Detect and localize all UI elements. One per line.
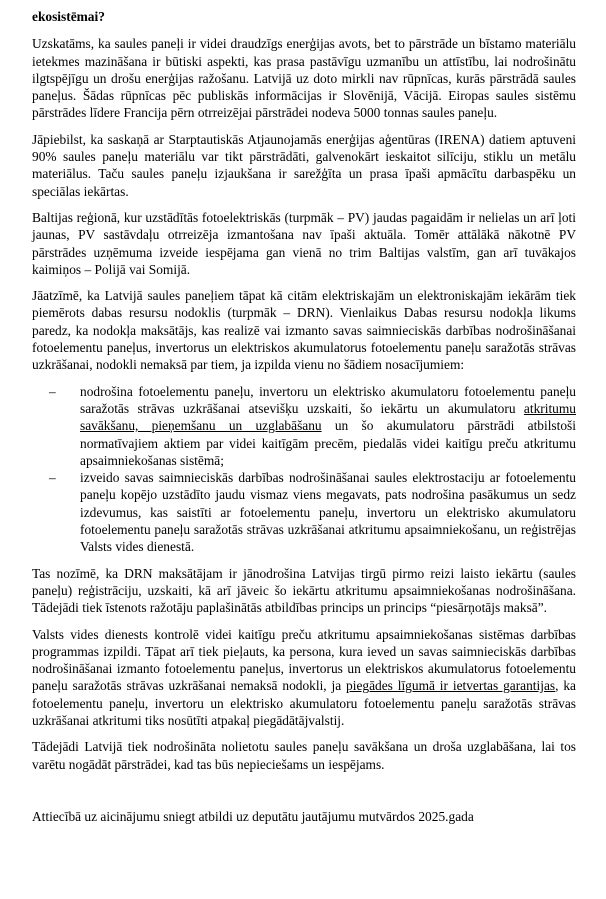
- dash-bullet: –: [49, 470, 56, 486]
- list-item: [32, 383, 576, 469]
- paragraph-state-environment-service: [32, 626, 576, 730]
- paragraph-conclusion: Tādejādi Latvijā tiek nodrošināta nolietotu saules paneļu savākšana un droša uzglabāšana, lai tos varētu nogādāt pārstrādei, kad tas būs nepieciešams un iespējams.: [32, 739, 576, 772]
- spacer: [32, 782, 576, 808]
- paragraph-baltic-region: Baltijas reģionā, kur uzstādītās fotoelektriskās (turpmāk – PV) jaudas pagaidām ir nelielas un arī ļoti jaunas, PV sastāvdaļu otrreizēja izmantošana nav īpaši aktuāla. Tomēr attālākā nākotnē PV pārstrādes uzņēmuma izveide iespējama gan vienā no trim Baltijas valstīm, gan arī tuvākajos kaimiņos – Polijā vai Somijā.: [32, 209, 576, 277]
- paragraph-producer-responsibility: Tas nozīmē, ka DRN maksātājam ir jānodrošina Latvijas tirgū pirmo reizi laisto iekārtu (saules paneļu) reģistrāciju, uzskaiti, kā arī jāveic šo iekārtu atkritumu apsaimniekošanas nodrošināšana. Tādejādi tiek īstenots ražotāju paplašinātās atbildības princips un princips “piesārņotājs maksā”.: [32, 565, 576, 616]
- underlined-text: piegādes līgumā ir ietvertas garantijas: [346, 678, 556, 694]
- list-item-text: nodrošina fotoelementu paneļu, invertoru un elektrisko akumulatoru fotoelementu paneļu saražotās strāvas uzkrāšanai atsevišķu uzskaiti, šo iekārtu un akumulatoru: [80, 383, 576, 416]
- section-heading: ekosistēmai?: [32, 9, 105, 24]
- underlined-text: atkritumu savākšanu, pieņemšanu un uzglabāšanu: [80, 400, 576, 434]
- paragraph-text: , ka fotoelementu paneļu, invertoru un elektrisko akumulatoru fotoelementu paneļu saražotās strāvas uzkrāšanai atkritumi tiks nosūtīti atpakaļ piegādātājvalstij.: [32, 678, 576, 728]
- list-item-text: un šo akumulatoru pārstrādi atbilstoši normatīvajiem aktiem par videi kaitīgām precēm, piedalās videi kaitīgu preču atkritumu apsaimniekošanas sistēmā;: [80, 418, 576, 468]
- paragraph-drn-tax: Jāatzīmē, ka Latvijā saules paneļiem tāpat kā citām elektriskajām un elektroniskajām iekārām tiek piemērots dabas resursu nodoklis (turpmāk – DRN). Vienlaikus Dabas resursu nodokļa likums paredz, ka nodokļa maksātājs, kas realizē vai izmanto savas saimnieciskās darbības nodrošināšanai fotoelementu paneļus, invertorus un elektriskos akumulatorus fotoelementu paneļu saražotās strāvas uzkrāšanai, nodokli nemaksā par tiem, ja izpilda vienu no šādiem nosacījumiem:: [32, 288, 576, 373]
- paragraph-irena: Jāpiebilst, ka saskaņā ar Starptautiskās Atjaunojamās enerģijas aģentūras (IRENA) datiem aptuveni 90% saules paneļu materiālu var tikt pārstrādāti, galvenokārt ieskaitot silīciju, stiklu un metālu materiālus. Taču saules paneļu izjaukšana ir sarežģīta un prasa īpaši apmācītu darbaspēku un speciālas iekārtas.: [32, 131, 576, 199]
- list-item: [32, 469, 576, 555]
- dash-bullet: –: [49, 383, 56, 399]
- document-page: [32, 8, 576, 834]
- paragraph-closing: Attiecībā uz aicinājumu sniegt atbildi uz deputātu jautājumu mutvārdos 2025.gada: [32, 808, 474, 824]
- list-item-text: izveido savas saimnieciskās darbības nodrošināšanai saules elektrostaciju ar fotoelementu paneļu kopējo uzstādīto jaudu vismaz viens megavats, pats nodrošina pasākumus un sedz izdevumus, kas saistīti ar fotoelementu paneļu, invertoru un elektrisko akumulatoru fotoelementu paneļu saražotās strāvas uzkrāšanai atkritumu apsaimniekošanu, un reģistrējas Valsts vides dienestā.: [80, 470, 576, 555]
- paragraph-text: Valsts vides dienests kontrolē videi kaitīgu preču atkritumu apsaimniekošanas sistēmas darbības programmas izpildi. Tāpat arī tiek pieļauts, ka persona, kura ieved un savas saimnieciskās darbības nodrošināšanai izmanto fotoelementu paneļus, invertorus un elektriskos akumulatorus fotoelementu paneļu saražotās strāvas uzkrāšanai nemaksā nodokli, ja: [32, 626, 576, 694]
- paragraph-recycling-overview: Uzskatāms, ka saules paneļi ir videi draudzīgs enerģijas avots, bet to pārstrāde un bīstamo materiālu ietekmes mazināšana ir būtiski aspekti, kas prasa pastāvīgu uzmanību un attīstību, lai nodrošinātu ilgtspējīgu un drošu enerģijas ražošanu. Latvijā uz doto mirkli nav rūpnīcas, kurās pārstrādā saules paneļus. Šādas rūpnīcas pēc publiskās informācijas ir Slovēnijā, Vācijā. Eiropas saules sistēmu pārstrādes līdere Francija pērn otrreizējai pārstrādei nodeva 5000 tonnas saules paneļu.: [32, 36, 576, 121]
- conditions-list: [32, 383, 576, 556]
